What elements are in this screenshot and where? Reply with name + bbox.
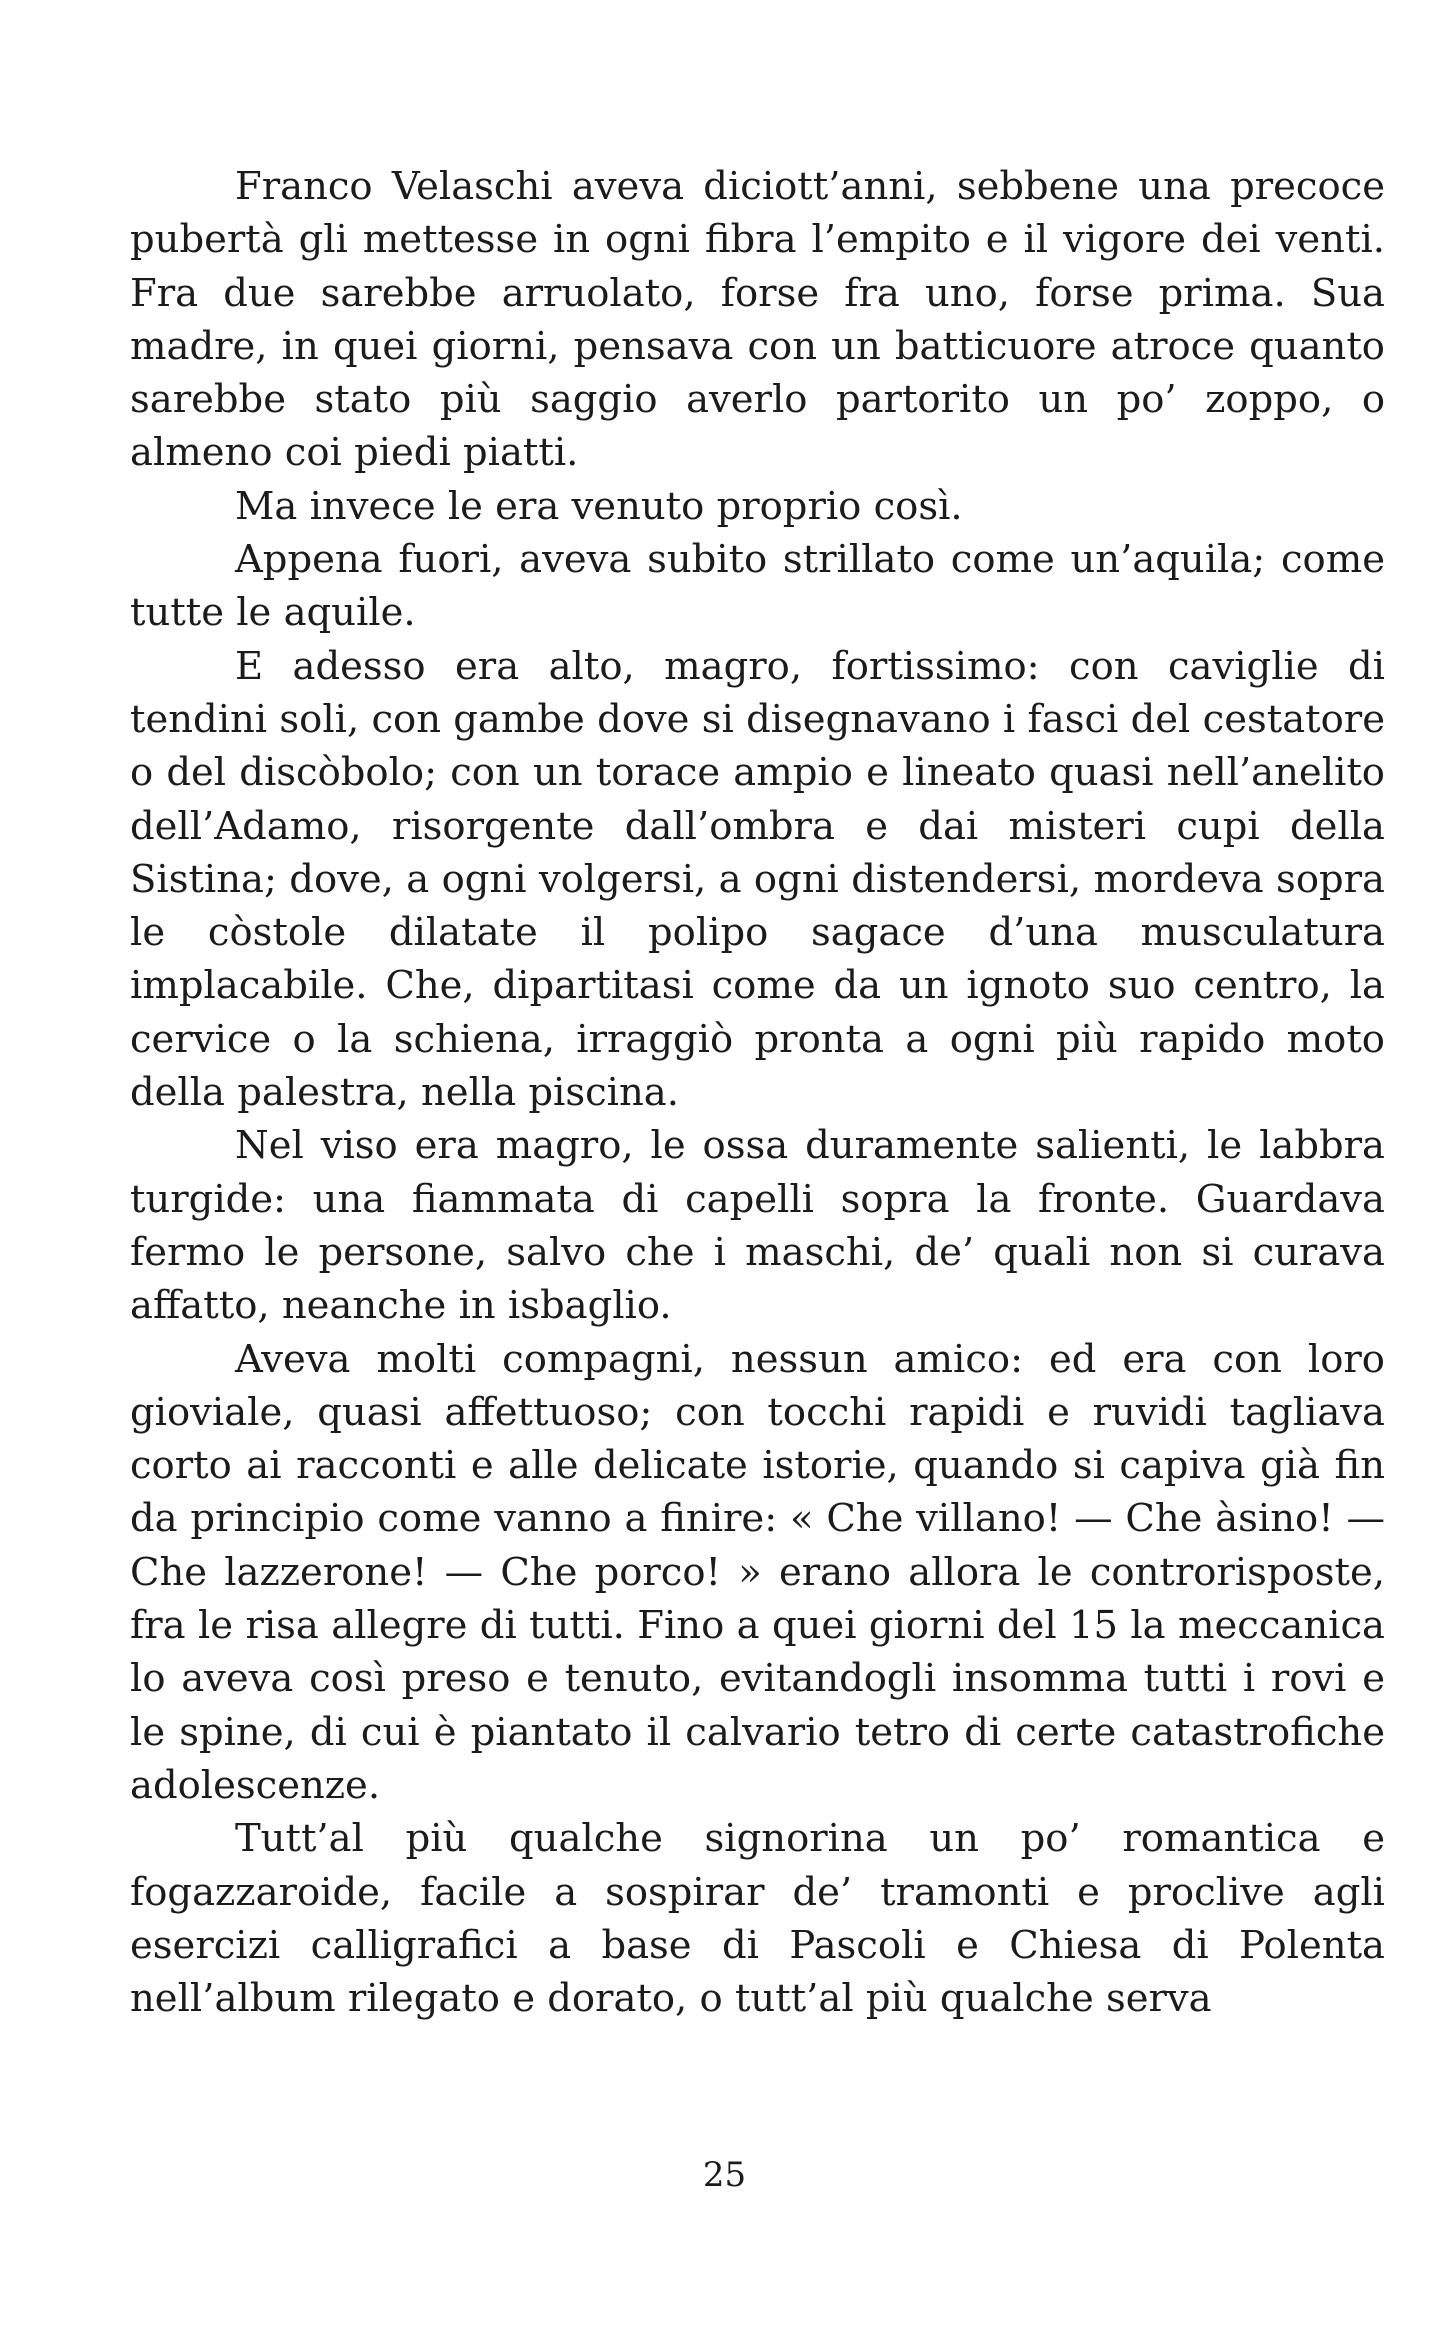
body-text bbox=[130, 160, 1385, 2025]
paragraph-2: Ma invece le era venuto proprio così. bbox=[235, 483, 963, 529]
paragraph-7: Tutt’al più qualche signorina un po’ romantica e fogazzaroide, facile a sospirar de’ tramonti e proclive agli esercizi calligrafici a base di Pascoli e Chiesa di Polenta nell’album rilegato e dorato, o tutt’al più qualche serva bbox=[130, 1816, 1385, 2022]
paragraph-4: E adesso era alto, magro, fortissimo: con caviglie di tendini soli, con gambe dove si disegnavano i fasci del cestatore o del discòbolo; con un torace ampio e lineato quasi nell’anelito dell’Adamo, risorgente dall’ombra e dai misteri cupi della Sistina; dove, a ogni volgersi, a ogni distendersi, mordeva sopra le còstole dilatate il polipo sagace d’una musculatura implacabile. Che, dipartitasi come da un ignoto suo centro, la cervice o la schiena, irraggiò pronta a ogni più rapido moto della palestra, nella piscina. bbox=[130, 643, 1385, 1116]
paragraph-5: Nel viso era magro, le ossa duramente salienti, le labbra turgide: una fiammata di capelli sopra la fronte. Guardava fermo le persone, salvo che i maschi, de’ quali non si curava affatto, neanche in isbaglio. bbox=[130, 1123, 1385, 1329]
page-number: 25 bbox=[702, 2155, 747, 2195]
paragraph-3: Appena fuori, aveva subito strillato come un’aquila; come tutte le aquile. bbox=[130, 537, 1385, 636]
paragraph-6: Aveva molti compagni, nessun amico: ed era con loro gioviale, quasi affettuoso; con tocchi rapidi e ruvidi tagliava corto ai racconti e alle delicate istorie, quando si capiva già fin da principio come vanno a finire: « Che villano! — Che àsino! — Che lazzerone! — Che porco! » erano allora le controrisposte, fra le risa allegre di tutti. Fino a quei giorni del 15 la meccanica lo aveva così preso e tenuto, evitandogli insomma tutti i rovi e le spine, di cui è piantato il calvario tetro di certe catastrofiche adolescenze. bbox=[130, 1336, 1385, 1808]
paragraph-1: Franco Velaschi aveva diciott’anni, sebbene una precoce pubertà gli mettesse in ogni fibra l’empito e il vigore dei venti. Fra due sarebbe arruolato, forse fra uno, forse prima. Sua madre, in quei giorni, pensava con un batticuore atroce quanto sarebbe stato più saggio averlo partorito un po’ zoppo, o almeno coi piedi piatti. bbox=[130, 164, 1385, 476]
